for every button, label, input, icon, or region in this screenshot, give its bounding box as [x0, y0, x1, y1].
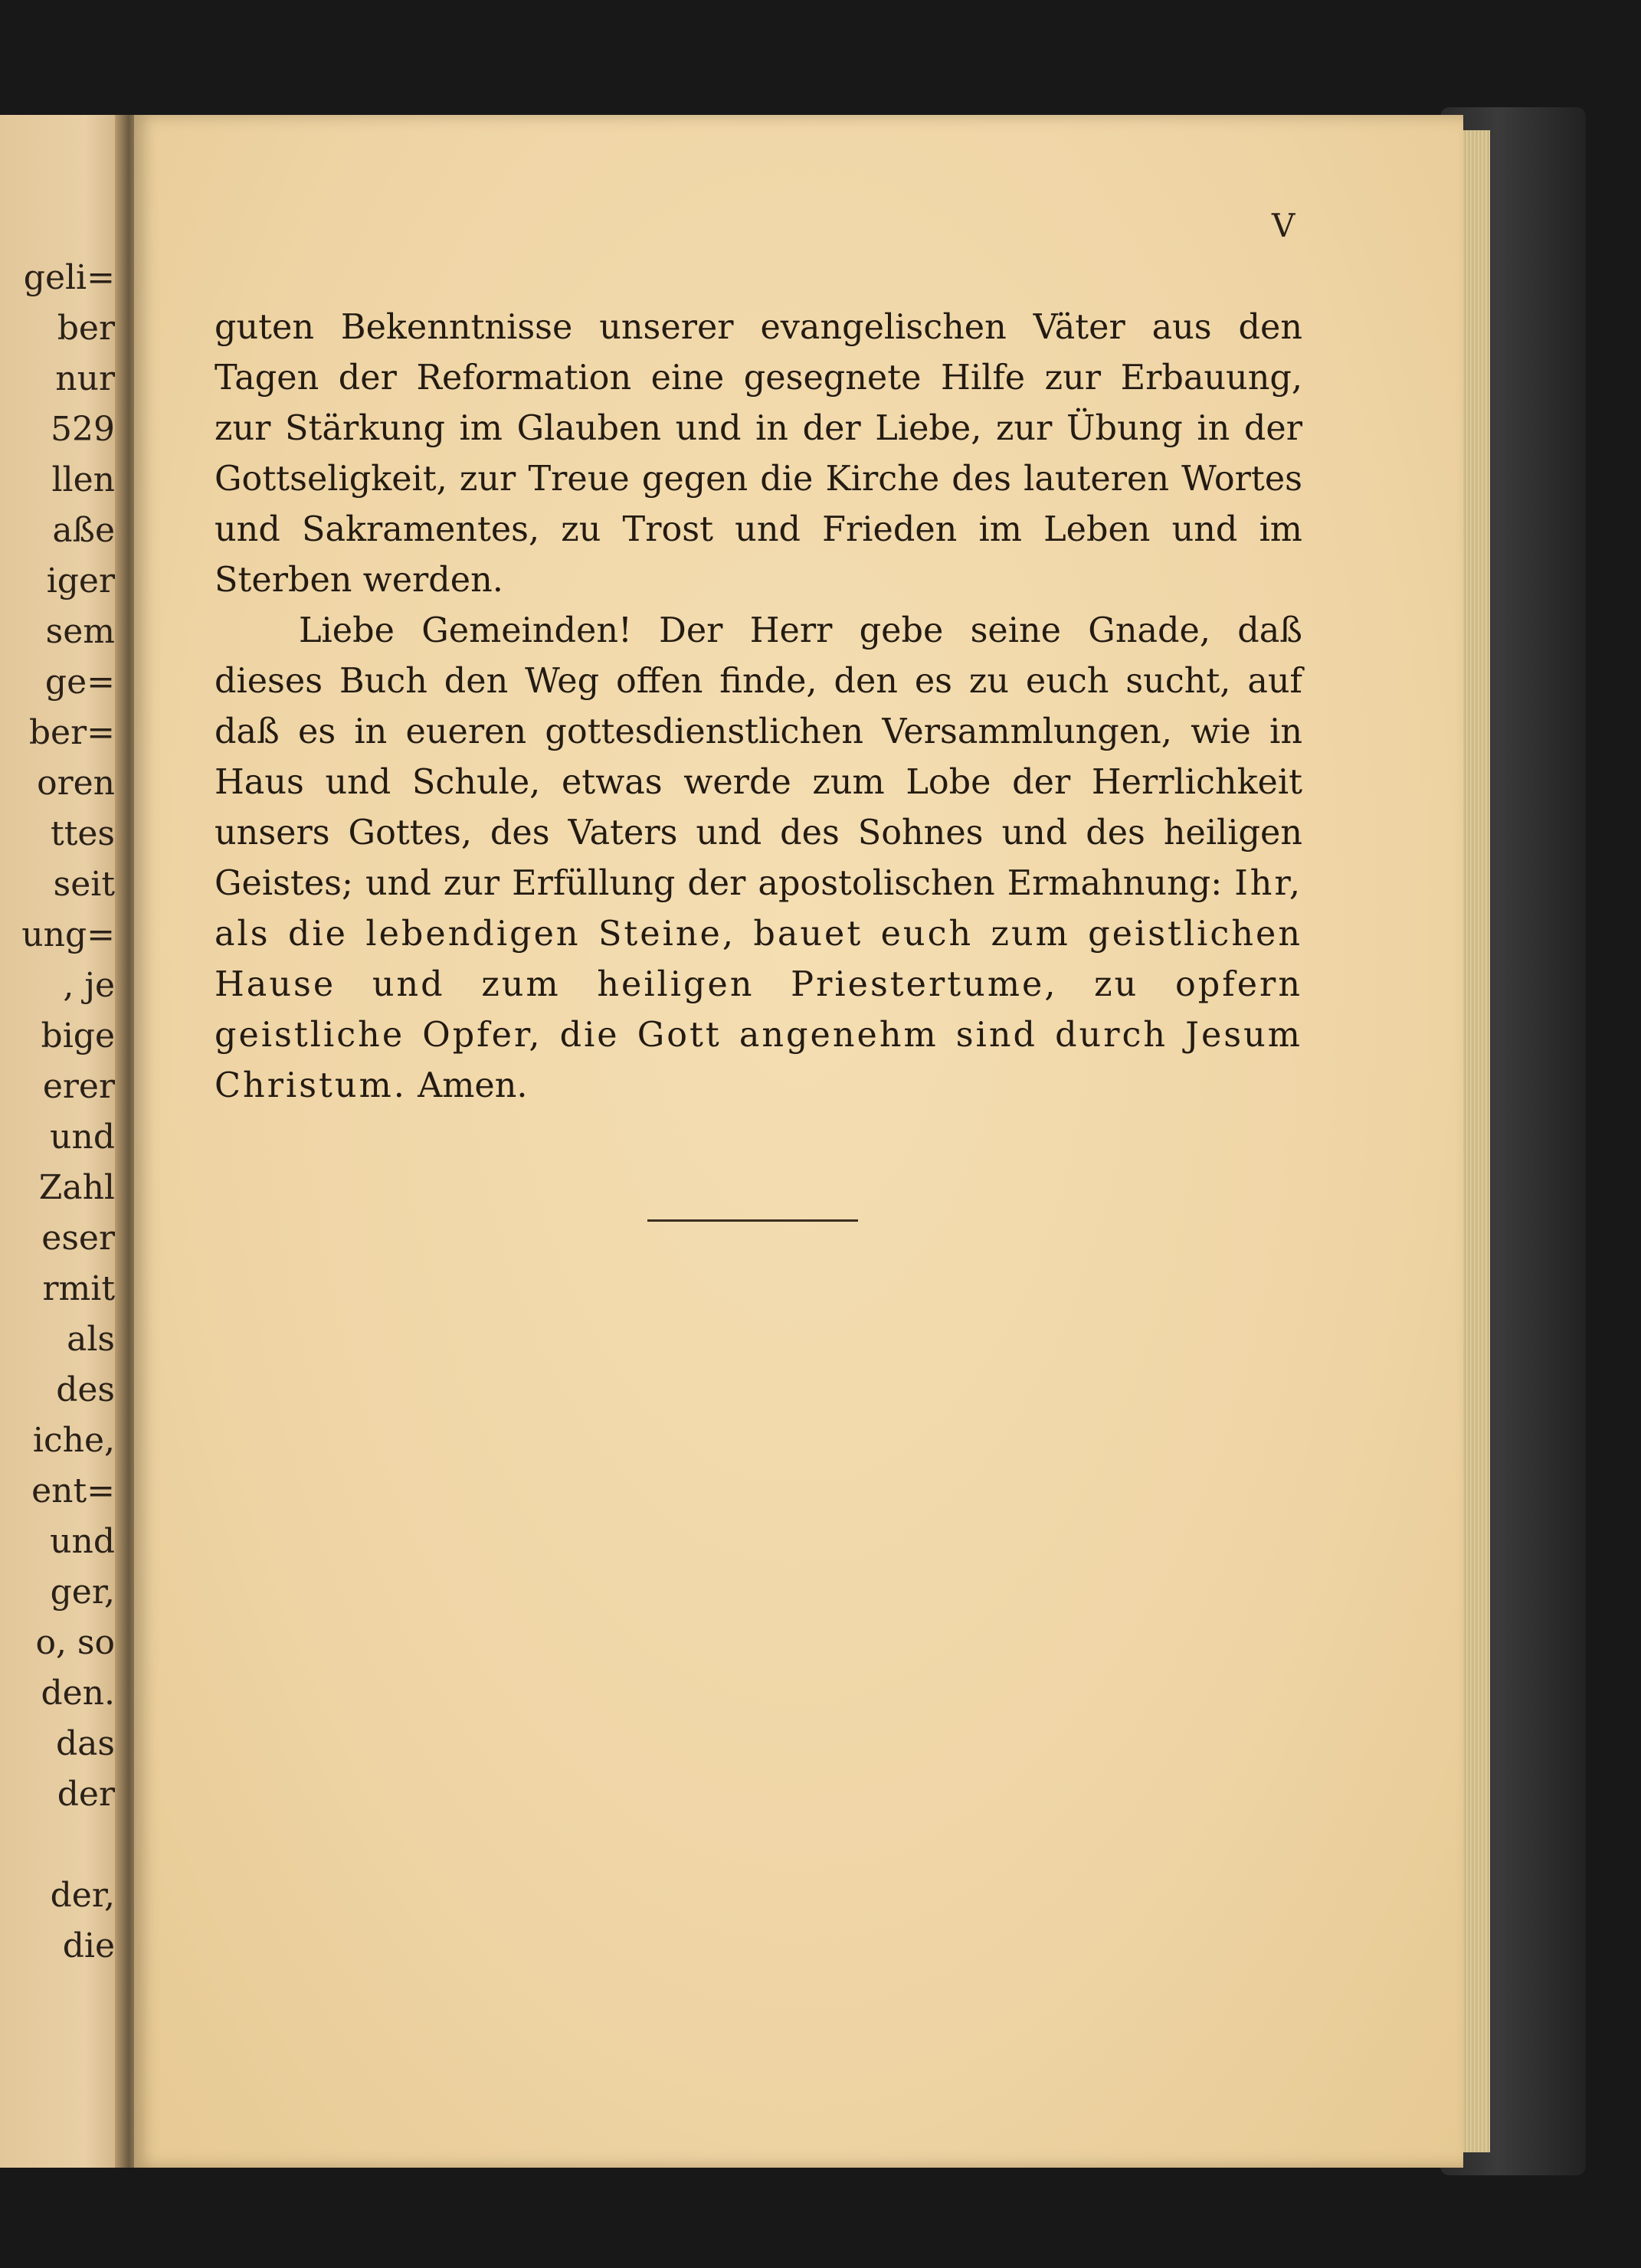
- left-fragment: und: [50, 1522, 115, 1561]
- left-fragment: iche,: [32, 1421, 115, 1460]
- left-fragment: ung=: [21, 915, 115, 954]
- paragraph-1: guten Bekenntnisse unserer evangelischen Väter aus den Tagen der Reformation eine gesegnete Hilfe zur Erbauung, zur Stärkung im Glauben und in der Liebe, zur Übung in der Gottseligkeit, zur Treue gegen die Kirche des lauteren Wortes und Sakramentes, zu Trost und Frieden im Leben und im Sterben werden.: [215, 308, 1302, 600]
- left-fragment: das: [56, 1724, 115, 1763]
- left-fragment: des: [56, 1370, 115, 1409]
- left-fragment: bige: [41, 1016, 115, 1055]
- section-rule: [647, 1219, 858, 1222]
- left-fragment: der: [57, 1775, 115, 1814]
- page-edges: [1459, 130, 1490, 2152]
- paragraph-2-text: Liebe Gemeinden! Der Herr gebe seine Gnade, daß dieses Buch den Weg offen finde, den es zu euch sucht, auf daß es in eueren gottesdienstlichen Versammlungen, wie in Haus und Schule, etwas werde zum Lobe der Herrlichkeit unsers Gottes, des Vaters und des Sohnes und des heiligen Geistes; und zur Erfüllung der apostolischen Ermahnung:: [215, 611, 1302, 903]
- paragraph-2: [215, 606, 1302, 1111]
- left-fragment: iger: [46, 561, 115, 601]
- left-fragment: oren: [37, 764, 115, 803]
- left-fragment: geli=: [23, 258, 115, 297]
- left-fragment: eser: [41, 1219, 115, 1258]
- left-fragment: ger,: [50, 1573, 115, 1612]
- left-fragment: seit: [53, 865, 115, 904]
- paragraph-2-amen: Amen.: [418, 1066, 528, 1105]
- left-fragment: o, so: [35, 1623, 115, 1662]
- left-fragment: llen: [51, 460, 115, 499]
- left-fragment: [0, 1820, 115, 1870]
- left-fragment: als: [67, 1320, 115, 1359]
- page-number: V: [1272, 207, 1295, 244]
- left-fragment: ber=: [28, 713, 115, 752]
- left-fragment: ge=: [44, 663, 115, 702]
- left-fragment: ent=: [31, 1471, 115, 1510]
- left-fragment: der,: [50, 1876, 115, 1915]
- left-fragment: 529: [51, 410, 115, 449]
- left-fragment: die: [62, 1926, 115, 1965]
- left-page-text: [0, 253, 115, 1972]
- left-fragment: und: [50, 1118, 115, 1157]
- left-fragment: aße: [52, 511, 115, 550]
- left-fragment: rmit: [42, 1269, 115, 1308]
- body-text: [215, 303, 1302, 1111]
- left-fragment: , je: [63, 966, 115, 1005]
- left-fragment: erer: [42, 1067, 115, 1106]
- left-fragment: ber: [57, 309, 115, 348]
- left-fragment: sem: [45, 612, 115, 651]
- paragraph-2-quote: Ihr, als die lebendigen Steine, bauet euch zum geistlichen Hause und zum heiligen Priestertume, zu opfern geistliche Opfer, die Gott angenehm sind durch Jesum Christum.: [215, 864, 1302, 1105]
- left-fragment: nur: [55, 359, 115, 398]
- left-fragment: ttes: [51, 814, 115, 853]
- left-fragment: den.: [41, 1674, 115, 1713]
- left-fragment: Zahl: [38, 1168, 115, 1207]
